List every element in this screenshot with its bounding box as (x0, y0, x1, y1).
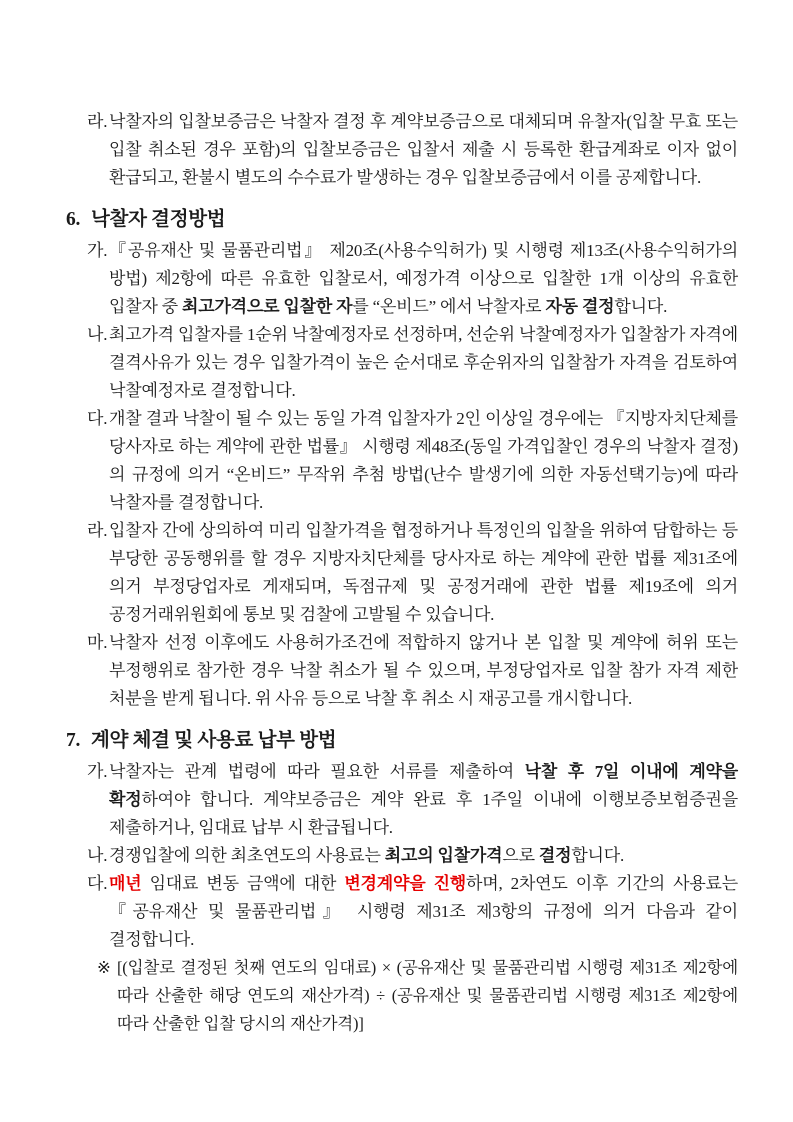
list-item (87, 758, 738, 842)
item-label: 라. (87, 521, 108, 540)
text-segment: 최고가격 입찰자를 1순위 낙찰예정자로 선정하며, 선순위 낙찰예정자가 입찰참가 자격에 결격사유가 있는 경우 입찰가격이 높은 순서대로 후순위자의 입찰참가 자격을 검토하여 낙찰예정자로 결정합니다. (109, 325, 738, 400)
item-label: 가. (87, 241, 108, 260)
list-item (87, 237, 738, 321)
list-item (87, 842, 738, 870)
section-number: 7. (66, 730, 81, 751)
text-segment: 경쟁입찰에 의한 최초연도의 사용료는 (109, 846, 385, 865)
text-segment: 낙찰자는 관계 법령에 따라 필요한 서류를 제출하여 (109, 762, 525, 781)
text-segment: 『공유재산 및 물품관리법』 제20조(사용수익허가) 및 시행령 제13조(사용수익허가의 방법) 제2항에 따른 유효한 입찰로서, 예정가격 이상으로 입찰한 1개 이상의 유효한 입찰자 중 (109, 241, 738, 316)
emphasis-segment: 최고가격으로 입찰한 자 (182, 297, 353, 316)
item-text (109, 517, 738, 629)
emphasis-segment: 자동 결정 (545, 297, 615, 316)
list-item (87, 517, 738, 629)
item-label: 다. (87, 409, 108, 428)
emphasis-segment: 최고의 입찰가격 (384, 846, 503, 865)
item-label: 라. (87, 112, 108, 131)
item-label: 나. (87, 846, 108, 865)
emphasis-segment: 결정 (538, 846, 572, 865)
text-segment: 입찰자 간에 상의하여 미리 입찰가격을 협정하거나 특정인의 입찰을 위하여 담합하는 등 부당한 공동행위를 할 경우 지방자치단체를 당사자로 하는 계약에 관한 법률 제31조에 의거 부정당업자로 게재되며, 독점규제 및 공정거래에 관한 법률 제19조에 의거 공정거래위원회에 통보 및 검찰에 고발될 수 있습니다. (109, 521, 738, 624)
item-label: 마. (87, 633, 108, 652)
note-marker: ※ (97, 958, 111, 977)
item-text (117, 954, 738, 1038)
list-item (87, 870, 738, 954)
text-segment: 낙찰자 선정 이후에도 사용허가조건에 적합하지 않거나 본 입찰 및 계약에 허위 또는 부정행위로 참가한 경우 낙찰 취소가 될 수 있으며, 부정당업자로 입찰 참가 자격 제한 처분을 받게 됩니다. 위 사유 등으로 낙찰 후 취소 시 재공고를 개시합니다. (109, 633, 738, 708)
text-segment: 를 “온비드” 에서 낙찰자로 (352, 297, 546, 316)
section-number: 6. (66, 209, 81, 230)
item-text (109, 321, 738, 405)
section-heading (66, 205, 738, 235)
text-segment: 임대료 변동 금액에 대한 (141, 874, 345, 893)
item-text (109, 870, 738, 954)
list-item (87, 629, 738, 713)
item-text (109, 842, 738, 870)
text-segment: [(입찰로 결정된 첫째 연도의 임대료) × (공유재산 및 물품관리법 시행령 제31조 제2항에 따라 산출한 해당 연도의 재산가격) ÷ (공유재산 및 물품관리법 시행령 제31조 제2항에 따라 산출한 입찰 당시의 재산가격)] (117, 958, 738, 1033)
text-segment: 낙찰자의 입찰보증금은 낙찰자 결정 후 계약보증금으로 대체되며 유찰자(입찰 무효 또는 입찰 취소된 경우 포함)의 입찰보증금은 입찰서 제출 시 등록한 환급계좌로 이자 없이 환급되고, 환불시 별도의 수수료가 발생하는 경우 입찰보증금에서 이를 공제합니다. (109, 112, 738, 187)
item-text (109, 758, 738, 842)
section-heading (66, 726, 738, 756)
item-label: 나. (87, 325, 108, 344)
item-text (109, 108, 738, 192)
text-segment: 으로 (502, 846, 539, 865)
note-item (97, 954, 738, 1038)
item-text (109, 237, 738, 321)
text-segment: 개찰 결과 낙찰이 될 수 있는 동일 가격 입찰자가 2인 이상일 경우에는 『지방자치단체를 당사자로 하는 계약에 관한 법률』 시행령 제48조(동일 가격입찰인 경우의 낙찰자 결정)의 규정에 의거 “온비드” 무작위 추첨 방법(난수 발생기에 의한 자동선택기능)에 따라 낙찰자를 결정합니다. (109, 409, 738, 512)
text-segment: 합니다. (571, 846, 625, 865)
highlight-red-segment: 매년 (109, 874, 142, 893)
emphasis-segment: 낙찰 후 7일 이내에 계약을 확정 (109, 762, 738, 809)
list-item (87, 405, 738, 517)
text-segment: 합니다. (614, 297, 668, 316)
text-segment: 하며, 2차연도 이후 기간의 사용료는 『공유재산 및 물품관리법』 시행령 제31조 제3항의 규정에 의거 다음과 같이 결정합니다. (109, 874, 738, 949)
text-segment: 하여야 합니다. 계약보증금은 계약 완료 후 1주일 이내에 이행보증보험증권을 제출하거나, 임대료 납부 시 환급됩니다. (109, 790, 738, 837)
item-label: 다. (87, 874, 108, 893)
item-text (109, 629, 738, 713)
highlight-red-segment: 변경계약을 진행 (344, 874, 467, 893)
list-item (87, 321, 738, 405)
section-heading-text: 계약 체결 및 사용료 납부 방법 (91, 730, 337, 751)
item-text (109, 405, 738, 517)
item-label: 가. (87, 762, 108, 781)
section-heading-text: 낙찰자 결정방법 (91, 209, 226, 230)
list-item (87, 108, 738, 192)
